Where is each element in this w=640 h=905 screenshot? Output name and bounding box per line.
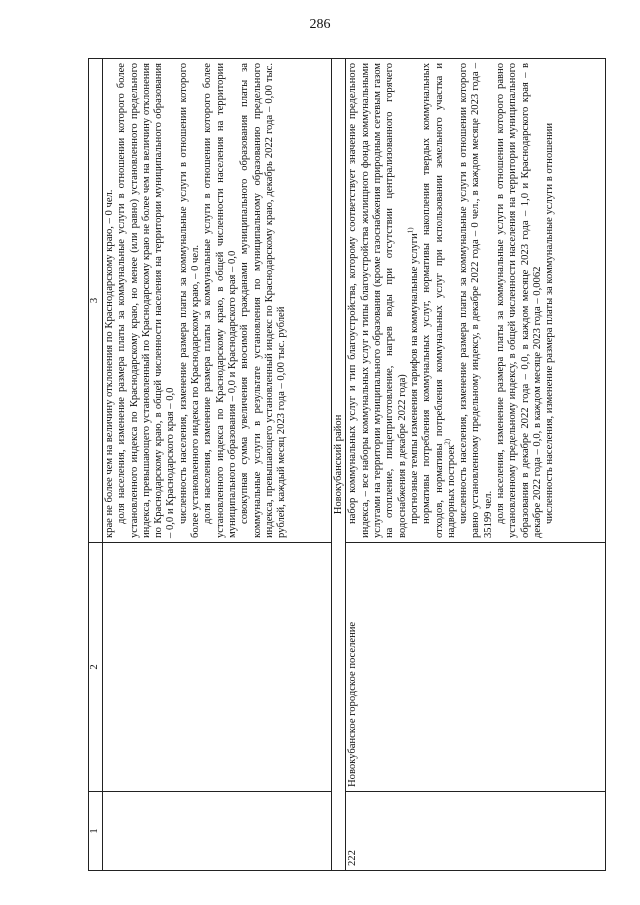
paragraph: крае не более чем на величину отклонения по Краснодарскому краю, – 0 чел. — [104, 189, 115, 538]
district-heading-row — [332, 59, 346, 871]
paragraph: совокупная сумма увеличения вносимой гражданами муниципального образования платы за коммунальные услуги в результате установления по муниципальному образованию предельного индекса, превышающего установленный индекс по Краснодарскому краю, декабрь 2022 года – 0,00 тыс. рублей, каждый месяц 2023 года – 0,00 тыс. рублей — [239, 63, 288, 538]
header-col-2: 2 — [89, 543, 103, 792]
paragraph: набор коммунальных услуг и тип благоустройства, которому соответствует значение предельного индекса, – все наборы коммунальных услуг и типы благоустройства жилищного фонда коммунальными услугами на территории муниципального образования (кроме газоснабжения природным сетевым газом на отопление, пищеприготовление, нагрев воды при отсутствии централизованного горячего водоснабжения в декабре 2022 года) — [347, 63, 408, 538]
district-name: Новокубанский район — [332, 59, 346, 871]
footnote-marker: 1) — [406, 227, 415, 234]
paragraph: доля населения, изменение размера платы за коммунальные услуги в отношении которого более установленного индекса по Краснодарскому краю, но менее (или равно) установленного предельного индекса, превышающего установленный по Краснодарскому краю не более чем на величину отклонения по Краснодарскому краю, в общей численности населения на территории муниципального образования – 0,0 и Краснодарского края – 0,0 — [116, 63, 177, 538]
header-col-1: 1 — [89, 792, 103, 871]
paragraph: численность населения, изменение размера платы за коммунальные услуги в отношении — [544, 122, 556, 524]
header-col-3: 3 — [89, 59, 103, 543]
paragraph — [406, 63, 421, 538]
table-row-222 — [346, 59, 606, 871]
table-row-continued — [103, 59, 332, 871]
paragraph-text: прогнозные темпы изменения тарифов на коммунальные услуги — [408, 233, 420, 524]
paragraph: доля населения, изменение размера платы за коммунальные услуги в отношении которого равно установленному предельному индексу, в общей численности населения на территории муниципального образования в декабре 2022 года – 0,0, в каждом месяце 2023 года – 1,0 и Краснодарского края – в декабре 2022 года – 0,0, в каждом месяце 2023 года – 0,0062 — [495, 63, 543, 538]
paragraph: доля населения, изменение размера платы за коммунальные услуги в отношении которого более установленного индекса по Краснодарскому краю, в общей численности населения на территории муниципального образования – 0,0 и Краснодарского края – 0,0 — [202, 63, 238, 538]
paragraph: численность населения, изменение размера платы за коммунальные услуги в отношении которого более установленного индекса по Краснодарскому краю, – 0 чел. — [177, 63, 202, 538]
footnote-marker: 2) — [443, 438, 452, 445]
table-header-row — [89, 59, 103, 871]
continued-details-cell — [103, 59, 332, 543]
paragraph-text: нормативы потребления коммунальных услуг, нормативы накопления твердых коммунальных отходов, нормативы потребления коммунальных услуг при использовании земельного участка и надворных построек — [421, 63, 457, 538]
row-number: 222 — [346, 792, 606, 871]
rotated-table-frame — [88, 58, 606, 871]
paragraph — [421, 63, 458, 538]
rotated-content — [88, 58, 606, 871]
paragraph: численность населения, изменение размера платы за коммунальные услуги в отношении которого равно установленному предельному индексу, в декабре 2022 года – 0 чел., в каждом месяце 2023 года – 35199 чел. — [458, 63, 494, 538]
settlement-name: Новокубанское городское поселение — [346, 543, 606, 792]
row-222-details-cell — [346, 59, 606, 543]
data-table — [88, 58, 606, 871]
continued-settlement-cell — [103, 543, 332, 792]
page-number: 286 — [309, 17, 331, 32]
continued-number-cell — [103, 792, 332, 871]
